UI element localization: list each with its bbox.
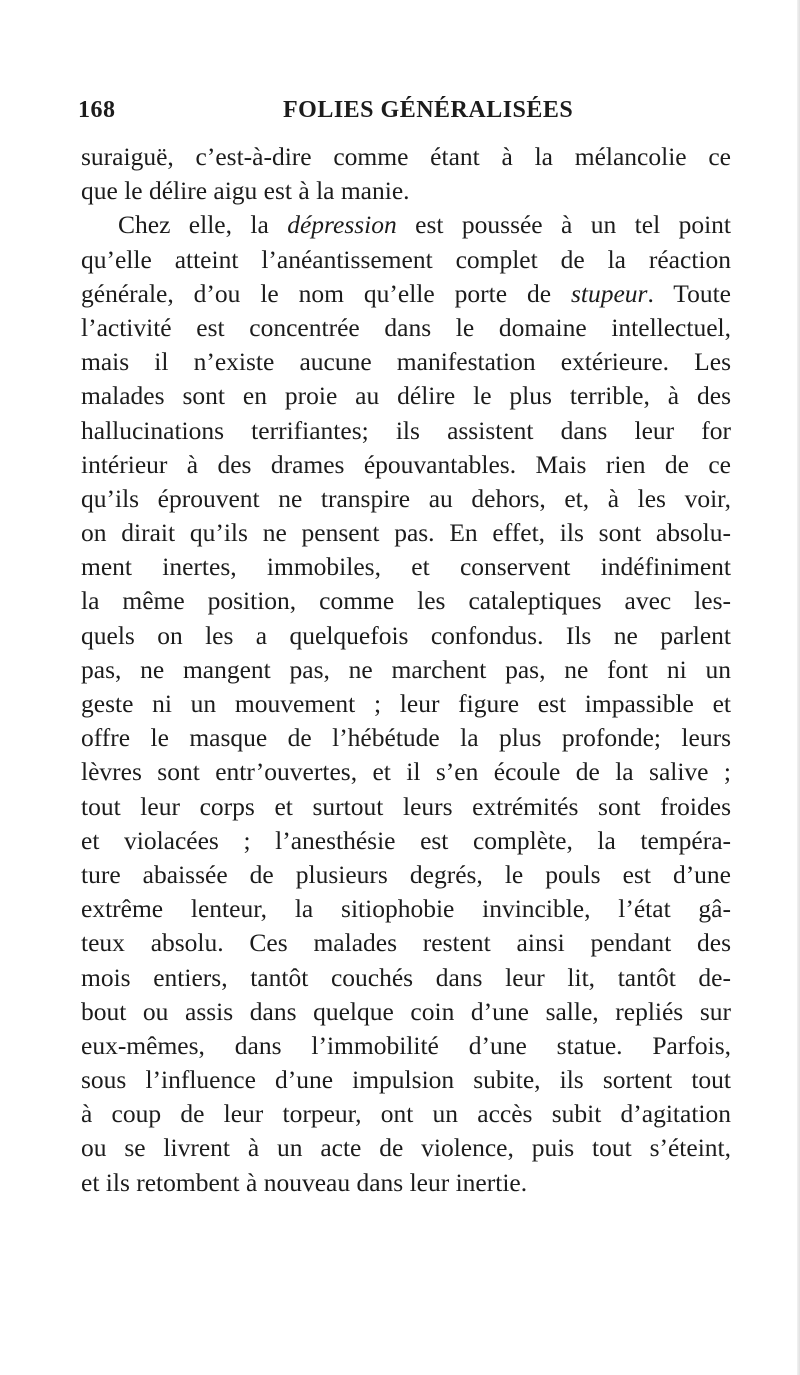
italic-term: dépression (287, 210, 397, 240)
text-line: offre le masque de l’hébétude la plus profonde; leurs (81, 723, 731, 753)
text-line: intérieur à des drames épouvantables. Mais rien de ce (81, 449, 731, 479)
text-line: sous l’influence d’une impulsion subite, ils sortent tout (81, 1065, 731, 1095)
text-line: à coup de leur torpeur, ont un accès subit d’agitation (81, 1099, 731, 1129)
text-line: ment inertes, immobiles, et conservent indéfiniment (81, 552, 731, 582)
text-line: qu’elle atteint l’anéantissement complet de la réaction (81, 244, 731, 274)
page-number: 168 (78, 97, 116, 123)
text-line: ture abaissée de plusieurs degrés, le pouls est d’une (81, 859, 731, 889)
running-title: FOLIES GÉNÉRALISÉES (283, 97, 574, 123)
body-text (81, 140, 731, 1200)
text-line: on dirait qu’ils ne pensent pas. En effet, ils sont absolu- (81, 518, 731, 548)
text-line: bout ou assis dans quelque coin d’une salle, repliés sur (81, 996, 731, 1026)
text-fragment: générale, d’ou le nom qu’elle porte de (81, 278, 571, 308)
text-line: extrême lenteur, la sitiophobie invincible, l’état gâ- (81, 894, 731, 924)
text-line: lèvres sont entr’ouvertes, et il s’en écoule de la salive ; (81, 757, 731, 787)
text-line: que le délire aigu est à la manie. (81, 176, 410, 206)
text-line: ou se livrent à un acte de violence, puis tout s’éteint, (81, 1133, 731, 1163)
text-line: mois entiers, tantôt couchés dans leur lit, tantôt de- (81, 962, 731, 992)
text-line: pas, ne mangent pas, ne marchent pas, ne font ni un (81, 654, 731, 684)
text-line: teux absolu. Ces malades restent ainsi pendant des (81, 928, 731, 958)
text-fragment: est poussée à un tel point (396, 210, 731, 240)
text-line: et ils retombent à nouveau dans leur inertie. (81, 1167, 528, 1197)
running-head (78, 97, 728, 127)
text-line (81, 277, 731, 311)
text-line: hallucinations terrifiantes; ils assistent dans leur for (81, 415, 731, 445)
text-line: qu’ils éprouvent ne transpire au dehors, et, à les voir, (81, 483, 731, 513)
text-line: geste ni un mouvement ; leur figure est impassible et (81, 689, 731, 718)
text-line: la même position, comme les cataleptiques avec les- (81, 586, 731, 616)
text-line: l’activité est concentrée dans le domaine intellectuel, (81, 312, 731, 342)
text-line: quels on les a quelquefois confondus. Ils ne parlent (81, 620, 731, 650)
text-fragment: Chez elle, la (118, 210, 288, 240)
text-line: eux-mêmes, dans l’immobilité d’une statue. Parfois, (81, 1030, 731, 1060)
text-line: malades sont en proie au délire le plus terrible, à des (81, 381, 731, 411)
text-line: suraiguë, c’est-à-dire comme étant à la mélancolie ce (81, 142, 731, 171)
text-fragment: . Toute (647, 278, 731, 308)
text-line: mais il n’existe aucune manifestation extérieure. Les (81, 347, 731, 377)
text-line: tout leur corps et surtout leurs extrémités sont froides (81, 791, 731, 821)
text-line (81, 208, 731, 242)
italic-term: stupeur (570, 278, 648, 308)
text-line: et violacées ; l’anesthésie est complète, la tempéra- (81, 825, 731, 855)
